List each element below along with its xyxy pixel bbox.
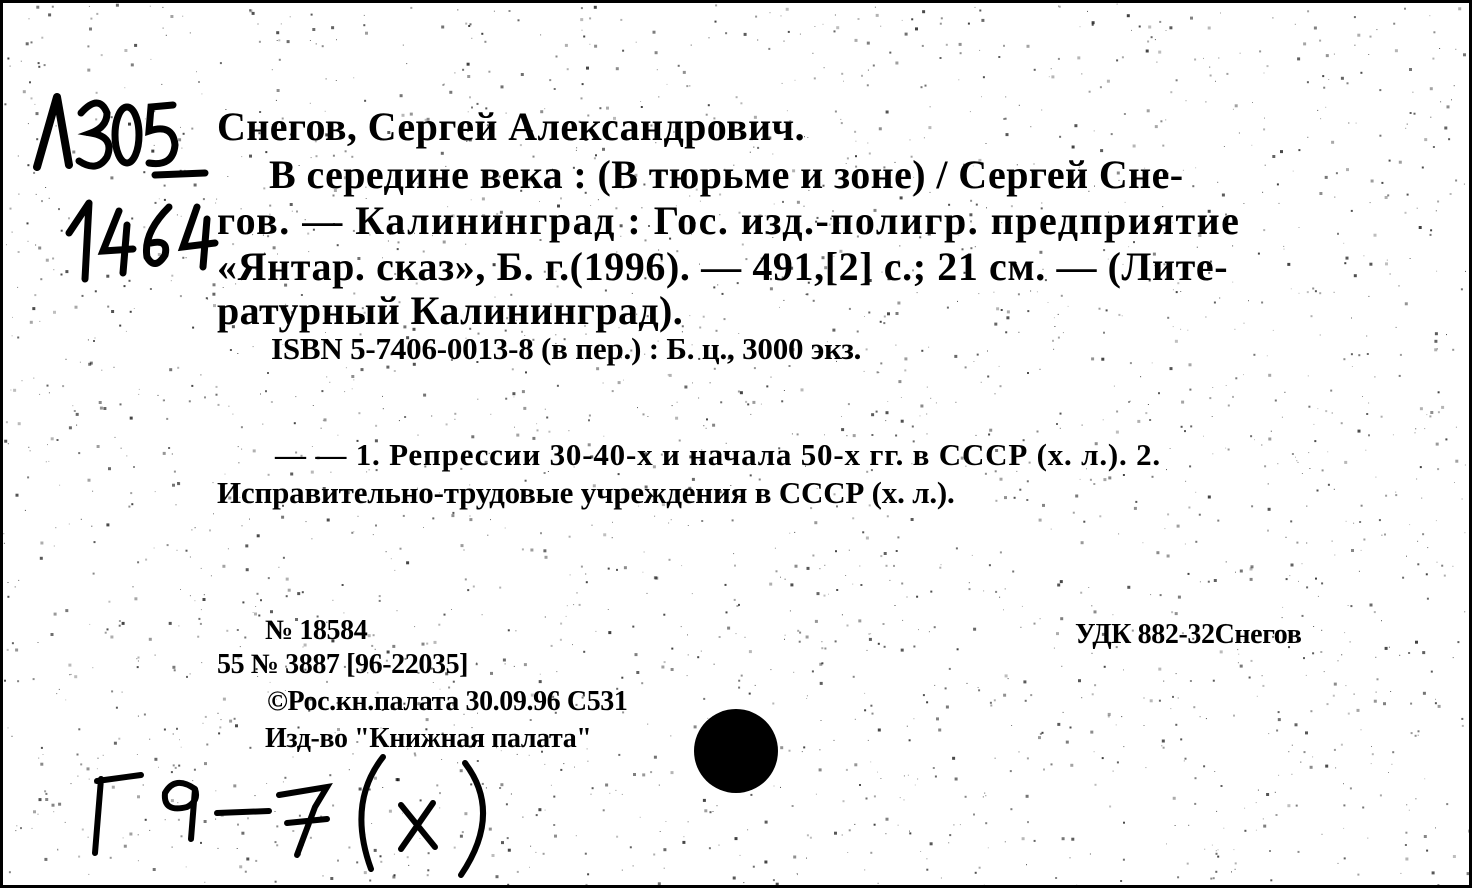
handwritten-classification: [83, 743, 543, 883]
copyright-line: ©Рос.кн.палата 30.09.96 С531: [267, 686, 628, 717]
record-number: № 18584: [265, 615, 368, 646]
description-line-4: ратурный Калининград).: [217, 288, 684, 333]
isbn-line: ISBN 5-7406-0013-8 (в пер.) : Б. ц., 3000 экз.: [271, 331, 862, 366]
subjects-line-2: Исправительно-трудовые учреждения в СССР (х. л.).: [217, 475, 955, 510]
publisher-line: Изд-во "Книжная палата": [265, 723, 592, 754]
description-line-2: гов. — Калининград : Гос. изд.-полигр. предприятие: [217, 198, 1241, 243]
description-line-1: [269, 151, 1361, 198]
punch-hole: [694, 709, 778, 793]
description-line-1-text: В середине века : (В тюрьме и зоне) / Сергей Сне-: [269, 152, 1184, 197]
registry-line: 55 № 3887 [96-22035]: [217, 649, 469, 680]
subjects-line-1: — — 1. Репрессии 30-40-х и начала 50-х гг. в СССР (х. л.). 2.: [275, 437, 1161, 472]
handwritten-shelf-mark: [23, 83, 223, 303]
udc-code: УДК 882-32Снегов: [1075, 619, 1302, 650]
description-line-3: «Янтар. сказ», Б. г.(1996). — 491,[2] с.; 21 см. — (Лите-: [217, 244, 1229, 289]
author-heading: Снегов, Сергей Александрович.: [217, 104, 805, 149]
